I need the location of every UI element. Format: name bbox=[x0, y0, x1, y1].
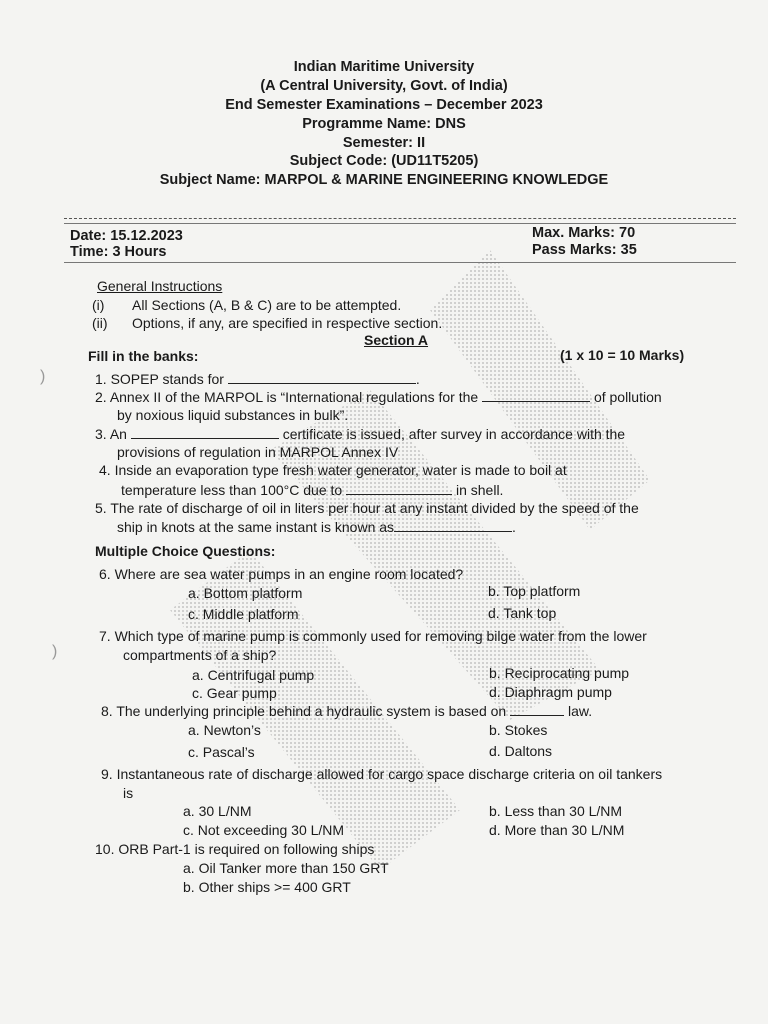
question-5-line-2 bbox=[117, 518, 516, 536]
option-b: b. Top platform bbox=[488, 583, 581, 599]
option-d: d. More than 30 L/NM bbox=[489, 822, 625, 838]
answer-blank bbox=[346, 481, 452, 495]
question-text: temperature less than 100°C due to bbox=[121, 482, 343, 498]
question-text-end: in shell. bbox=[455, 482, 504, 498]
instructions-title: General Instructions bbox=[97, 278, 223, 294]
option-b: b. Less than 30 L/NM bbox=[489, 803, 623, 819]
top-divider-solid bbox=[64, 223, 736, 224]
semester: Semester: II bbox=[342, 135, 426, 151]
question-text: Inside an evaporation type fresh water generator, water is made to boil at bbox=[114, 462, 567, 478]
subject-code: Subject Code: (UD11T5205) bbox=[289, 153, 479, 169]
option-d: d. Diaphragm pump bbox=[489, 684, 612, 700]
fill-blanks-marks: (1 x 10 = 10 Marks) bbox=[560, 347, 685, 363]
option-c: c. Pascal’s bbox=[188, 744, 255, 760]
option-c: c. Middle platform bbox=[188, 606, 299, 622]
question-number: 2. bbox=[95, 389, 107, 405]
question-text: The underlying principle behind a hydraulic system is based on bbox=[116, 703, 507, 719]
question-10 bbox=[95, 840, 374, 858]
question-text: Instantaneous rate of discharge allowed for cargo space discharge criteria on oil tankers bbox=[116, 766, 663, 782]
question-text: Where are sea water pumps in an engine room located? bbox=[114, 566, 464, 582]
scan-mark: ) bbox=[40, 368, 46, 385]
question-text-end: . bbox=[415, 371, 420, 387]
question-4 bbox=[99, 461, 567, 479]
question-2-line-2: by noxious liquid substances in bulk”. bbox=[117, 407, 349, 423]
question-number: 1. bbox=[95, 371, 107, 387]
exam-title: End Semester Examinations – December 2023 bbox=[225, 97, 543, 113]
option-a: a. Newton’s bbox=[188, 722, 261, 738]
question-3 bbox=[95, 425, 625, 443]
max-marks: Max. Marks: 70 bbox=[532, 225, 636, 241]
option-a: a. Oil Tanker more than 150 GRT bbox=[183, 860, 389, 876]
question-number: 5. bbox=[95, 500, 107, 516]
programme-name: Programme Name: DNS bbox=[302, 116, 466, 132]
question-text-end: of pollution bbox=[593, 389, 662, 405]
option-b: b. Stokes bbox=[489, 722, 548, 738]
answer-blank bbox=[131, 425, 279, 439]
exam-date: Date: 15.12.2023 bbox=[70, 228, 183, 244]
top-divider bbox=[64, 218, 736, 219]
question-9 bbox=[101, 765, 662, 783]
section-a-title: Section A bbox=[364, 332, 429, 348]
question-7-line-2: compartments of a ship? bbox=[123, 647, 277, 663]
mcq-heading: Multiple Choice Questions: bbox=[95, 543, 276, 559]
question-text: An bbox=[109, 426, 127, 442]
fill-blanks-heading: Fill in the banks: bbox=[88, 348, 199, 364]
question-3-line-2: provisions of regulation in MARPOL Annex IV bbox=[117, 444, 399, 460]
question-text-end: law. bbox=[568, 703, 593, 719]
question-text: ship in knots at the same instant is known as bbox=[117, 519, 395, 535]
option-a: a. Bottom platform bbox=[188, 585, 303, 601]
question-8 bbox=[101, 702, 592, 720]
university-name: Indian Maritime University bbox=[293, 59, 475, 75]
question-number: 10. bbox=[95, 841, 115, 857]
option-d: d. Daltons bbox=[489, 743, 553, 759]
instruction-i-number: (i) bbox=[92, 297, 105, 313]
question-number: 8. bbox=[101, 703, 113, 719]
question-text: Which type of marine pump is commonly used for removing bilge water from the lower bbox=[114, 628, 647, 644]
question-text: SOPEP stands for bbox=[110, 371, 224, 387]
question-text: ORB Part-1 is required on following ships bbox=[118, 841, 375, 857]
bottom-divider bbox=[64, 262, 736, 263]
answer-blank bbox=[510, 702, 564, 716]
university-subtitle: (A Central University, Govt. of India) bbox=[260, 78, 508, 94]
answer-blank bbox=[394, 518, 512, 532]
answer-blank bbox=[228, 370, 416, 384]
question-number: 3. bbox=[95, 426, 107, 442]
question-number: 4. bbox=[99, 462, 111, 478]
question-1 bbox=[95, 370, 420, 388]
pass-marks: Pass Marks: 35 bbox=[532, 242, 637, 258]
instruction-ii-text: Options, if any, are specified in respective section. bbox=[132, 315, 443, 331]
question-text: The rate of discharge of oil in liters per hour at any instant divided by the speed of the bbox=[110, 500, 639, 516]
option-b: b. Reciprocating pump bbox=[489, 665, 630, 681]
question-number: 7. bbox=[99, 628, 111, 644]
question-6 bbox=[99, 565, 463, 583]
subject-name: Subject Name: MARPOL & MARINE ENGINEERING KNOWLEDGE bbox=[159, 172, 609, 188]
exam-time: Time: 3 Hours bbox=[70, 244, 167, 260]
question-5 bbox=[95, 499, 639, 517]
option-b: b. Other ships >= 400 GRT bbox=[183, 879, 351, 895]
question-text: Annex II of the MARPOL is “International regulations for the bbox=[109, 389, 479, 405]
instruction-i-text: All Sections (A, B & C) are to be attempted. bbox=[132, 297, 402, 313]
option-c: c. Gear pump bbox=[192, 685, 277, 701]
answer-blank bbox=[482, 388, 590, 402]
question-9-line-2: is bbox=[123, 785, 134, 801]
option-a: a. 30 L/NM bbox=[183, 803, 252, 819]
question-7 bbox=[99, 627, 647, 645]
question-4-line-2 bbox=[121, 481, 503, 499]
question-text-end: . bbox=[512, 519, 516, 535]
question-number: 6. bbox=[99, 566, 111, 582]
question-number: 9. bbox=[101, 766, 113, 782]
instruction-ii-number: (ii) bbox=[92, 315, 108, 331]
question-text-end: certificate is issued, after survey in accordance with the bbox=[282, 426, 626, 442]
question-2 bbox=[95, 388, 662, 406]
scan-mark: ) bbox=[52, 643, 58, 660]
option-a: a. Centrifugal pump bbox=[192, 667, 315, 683]
option-d: d. Tank top bbox=[488, 605, 557, 621]
option-c: c. Not exceeding 30 L/NM bbox=[183, 822, 345, 838]
